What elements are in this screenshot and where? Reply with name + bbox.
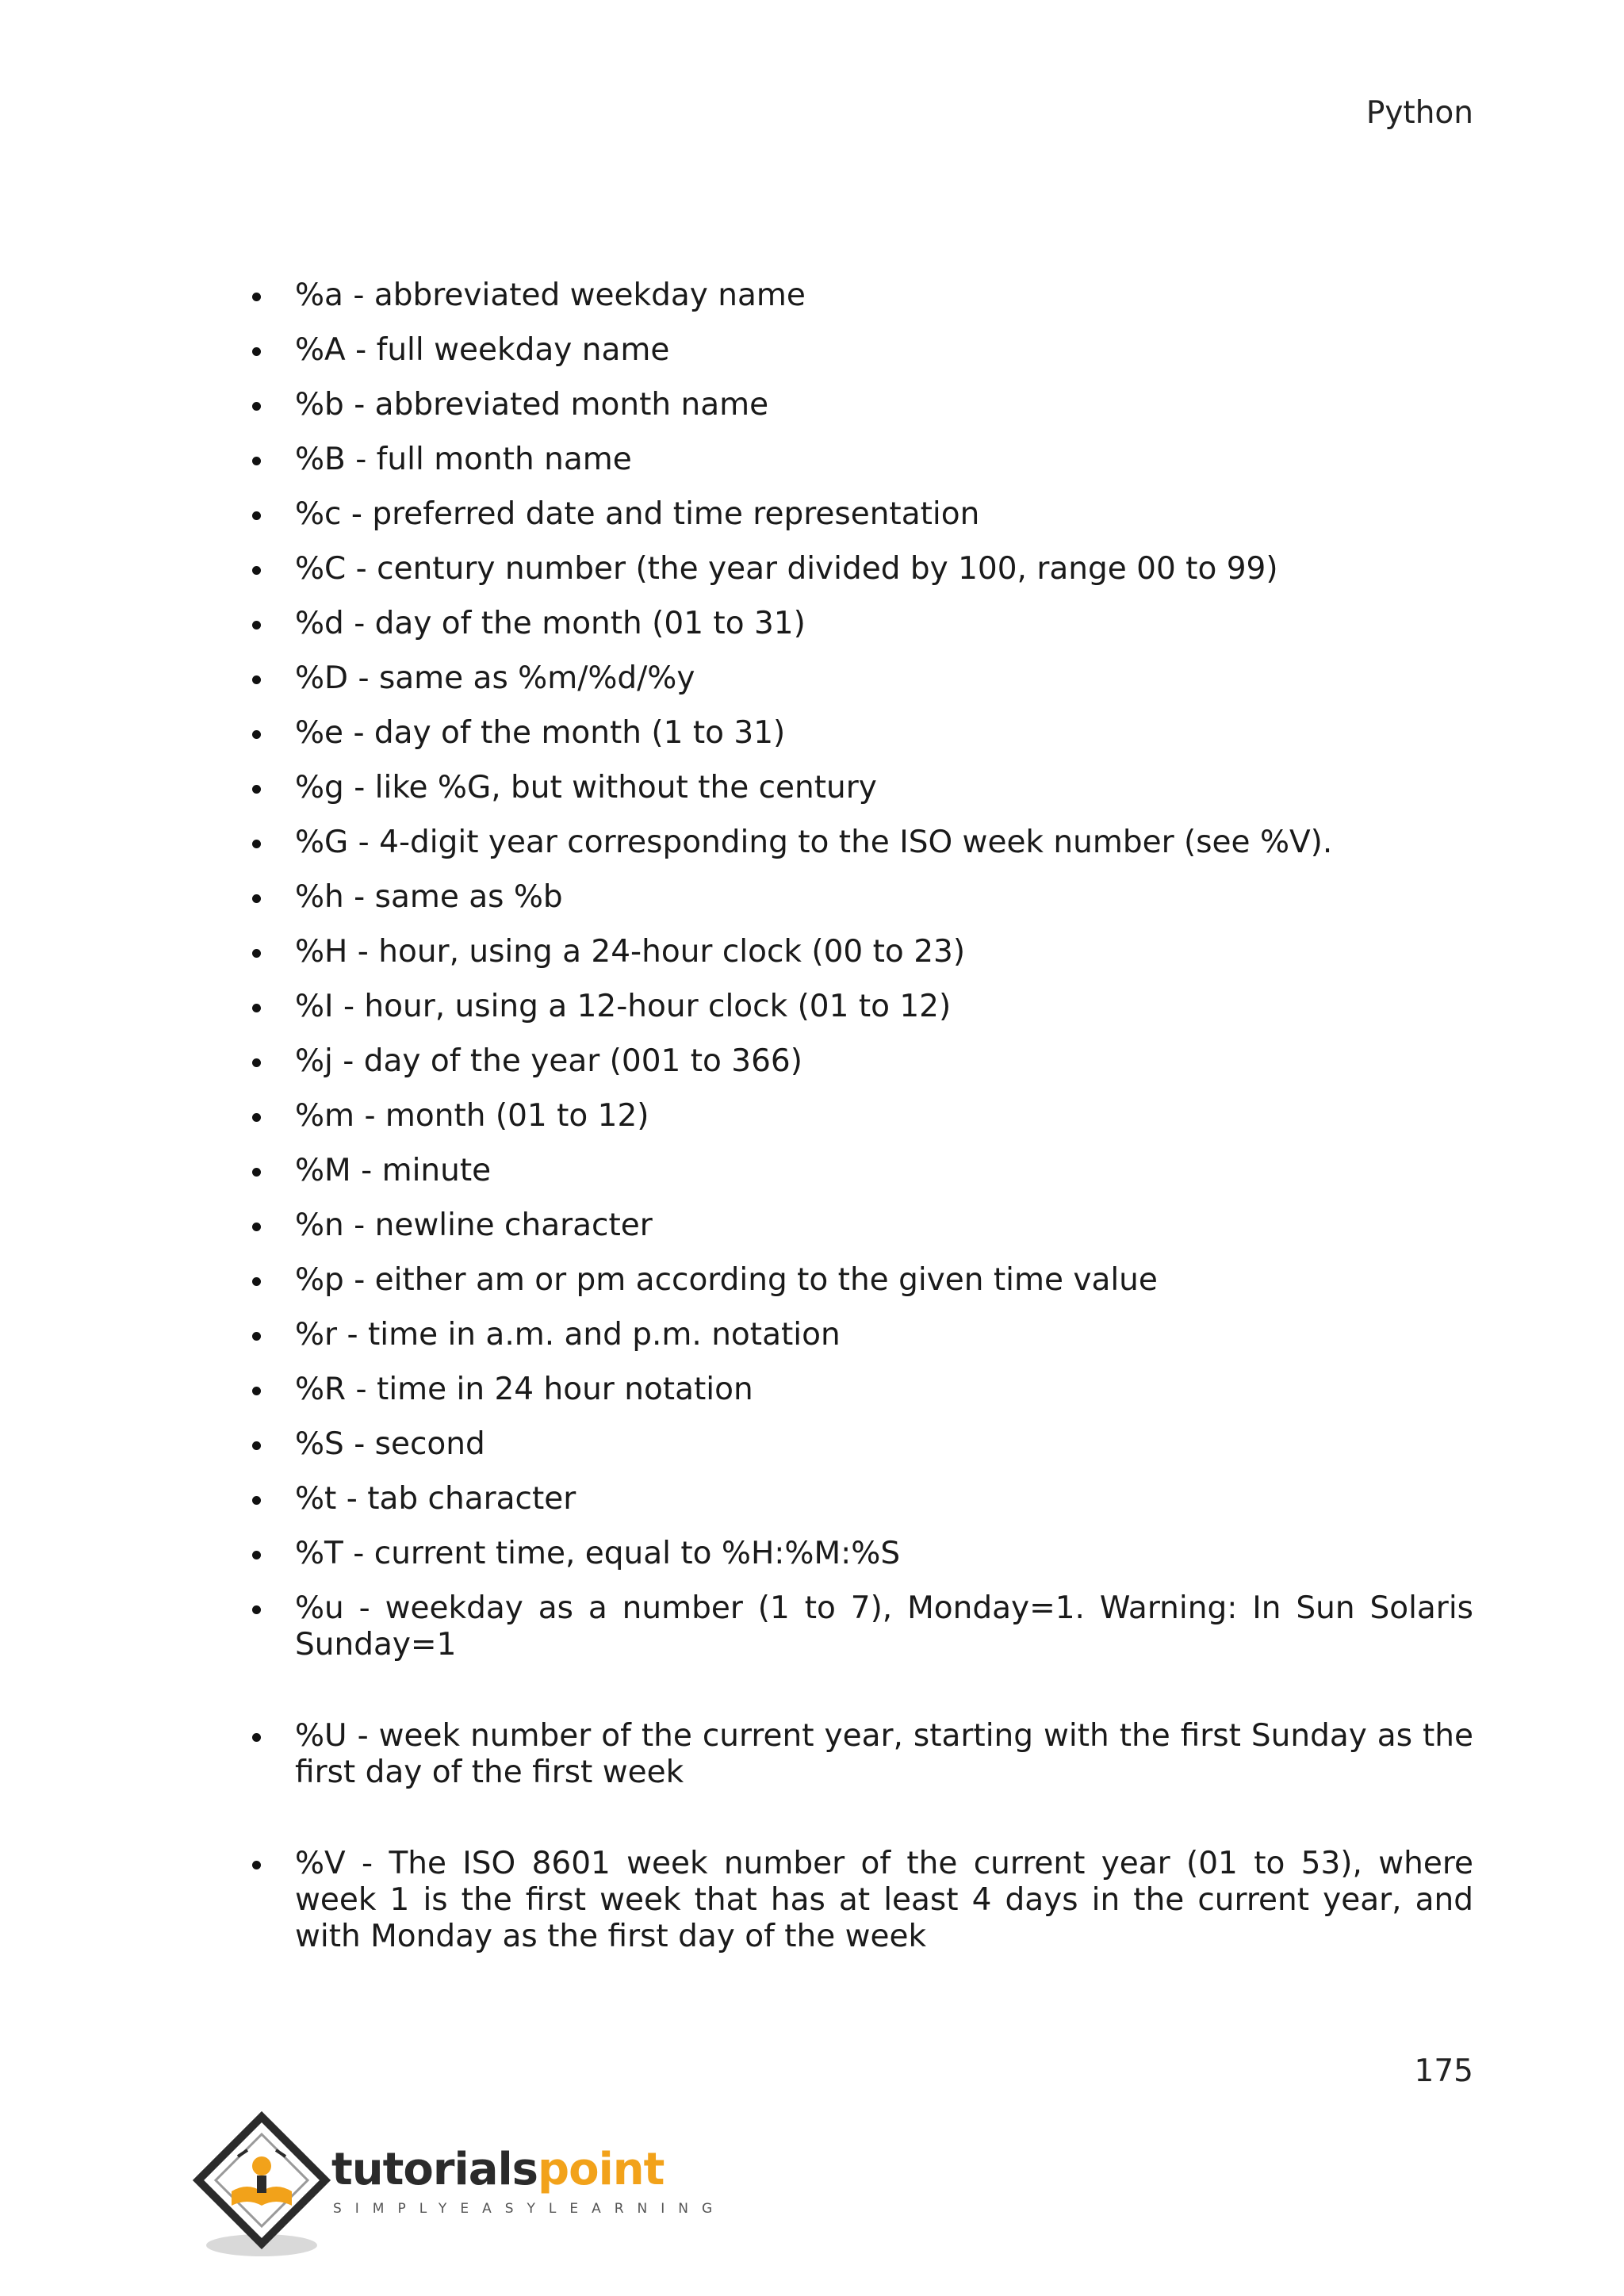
bullet-icon [252, 402, 261, 411]
logo-wordmark: tutorialspoint [331, 2144, 665, 2195]
list-item-text: %C - century number (the year divided by 100, range 00 to 99) [295, 551, 1278, 587]
format-code-list [252, 277, 1473, 1973]
list-item-text: %d - day of the month (01 to 31) [295, 606, 806, 641]
bullet-icon [252, 511, 261, 520]
list-item-text: %T - current time, equal to %H:%M:%S [295, 1536, 901, 1571]
list-item-text: %n - newline character [295, 1207, 653, 1243]
list-item [252, 715, 1473, 752]
bullet-icon [252, 785, 261, 794]
list-item [252, 1718, 1473, 1791]
list-item [252, 1207, 1473, 1244]
list-item [252, 770, 1473, 806]
bullet-icon [252, 894, 261, 903]
bullet-icon [252, 1387, 261, 1395]
list-item [252, 387, 1473, 423]
list-item [252, 1262, 1473, 1299]
list-item-text: %I - hour, using a 12-hour clock (01 to 12) [295, 989, 952, 1024]
list-item [252, 496, 1473, 533]
bullet-icon [252, 1733, 261, 1742]
page-header-title: Python [1365, 95, 1473, 131]
list-item [252, 332, 1473, 369]
list-item-text: %t - tab character [295, 1481, 576, 1517]
bullet-icon [252, 949, 261, 958]
bullet-icon [252, 293, 261, 301]
bullet-icon [252, 1605, 261, 1614]
list-item-text: %m - month (01 to 12) [295, 1098, 649, 1134]
list-item-text: %h - same as %b [295, 879, 563, 915]
list-item-text: %a - abbreviated weekday name [295, 277, 806, 313]
list-item-text: %u - weekday as a number (1 to 7), Monday=1. Warning: In Sun Solaris Sunday=1 [295, 1590, 1473, 1663]
list-item-text: %c - preferred date and time representation [295, 496, 980, 532]
list-item [252, 551, 1473, 587]
bullet-icon [252, 1332, 261, 1341]
bullet-icon [252, 566, 261, 575]
list-item-text: %R - time in 24 hour notation [295, 1372, 753, 1407]
bullet-icon [252, 1168, 261, 1177]
list-item [252, 879, 1473, 916]
bullet-icon [252, 840, 261, 848]
list-item-text: %b - abbreviated month name [295, 387, 769, 423]
list-item-text: %U - week number of the current year, starting with the first Sunday as the first day of the first week [295, 1718, 1473, 1790]
list-item-text: %M - minute [295, 1153, 492, 1188]
list-item [252, 1153, 1473, 1189]
bullet-icon [252, 1004, 261, 1012]
list-item [252, 1590, 1473, 1663]
bullet-icon [252, 1861, 261, 1869]
list-item [252, 660, 1473, 697]
list-item-text: %H - hour, using a 24-hour clock (00 to 23) [295, 934, 966, 970]
list-item [252, 989, 1473, 1025]
list-item [252, 277, 1473, 314]
list-item [252, 1098, 1473, 1135]
bullet-icon [252, 1551, 261, 1559]
list-item-text: %B - full month name [295, 442, 632, 477]
page-number: 175 [1414, 2053, 1473, 2089]
list-item-text: %r - time in a.m. and p.m. notation [295, 1317, 841, 1353]
bullet-icon [252, 1223, 261, 1231]
list-item [252, 934, 1473, 970]
list-item-text: %G - 4-digit year corresponding to the ISO week number (see %V). [295, 825, 1333, 860]
list-item [252, 442, 1473, 478]
bullet-icon [252, 730, 261, 739]
list-item [252, 1846, 1473, 1955]
list-item [252, 1536, 1473, 1572]
list-item [252, 1043, 1473, 1080]
list-item [252, 1426, 1473, 1463]
list-item [252, 1481, 1473, 1517]
list-item-text: %e - day of the month (1 to 31) [295, 715, 786, 751]
logo-tagline: SIMPLYEASYLEARNING [333, 2201, 726, 2217]
bullet-icon [252, 1277, 261, 1286]
bullet-icon [252, 621, 261, 629]
list-item-text: %j - day of the year (001 to 366) [295, 1043, 802, 1079]
list-item-text: %S - second [295, 1426, 485, 1462]
tutorialspoint-logo [190, 2109, 726, 2267]
bullet-icon [252, 457, 261, 465]
list-item [252, 1317, 1473, 1353]
list-item [252, 825, 1473, 861]
bullet-icon [252, 1496, 261, 1505]
list-item-text: %A - full weekday name [295, 332, 670, 368]
bullet-icon [252, 1441, 261, 1450]
bullet-icon [252, 347, 261, 356]
list-item [252, 606, 1473, 642]
bullet-icon [252, 1058, 261, 1067]
bullet-icon [252, 1113, 261, 1122]
bullet-icon [252, 675, 261, 684]
list-item-text: %g - like %G, but without the century [295, 770, 877, 806]
list-item [252, 1372, 1473, 1408]
list-item-text: %p - either am or pm according to the given time value [295, 1262, 1158, 1298]
list-item-text: %V - The ISO 8601 week number of the current year (01 to 53), where week 1 is the first week that has at least 4 days in the current year, and with Monday as the first day of the week [295, 1846, 1473, 1954]
list-item-text: %D - same as %m/%d/%y [295, 660, 695, 696]
